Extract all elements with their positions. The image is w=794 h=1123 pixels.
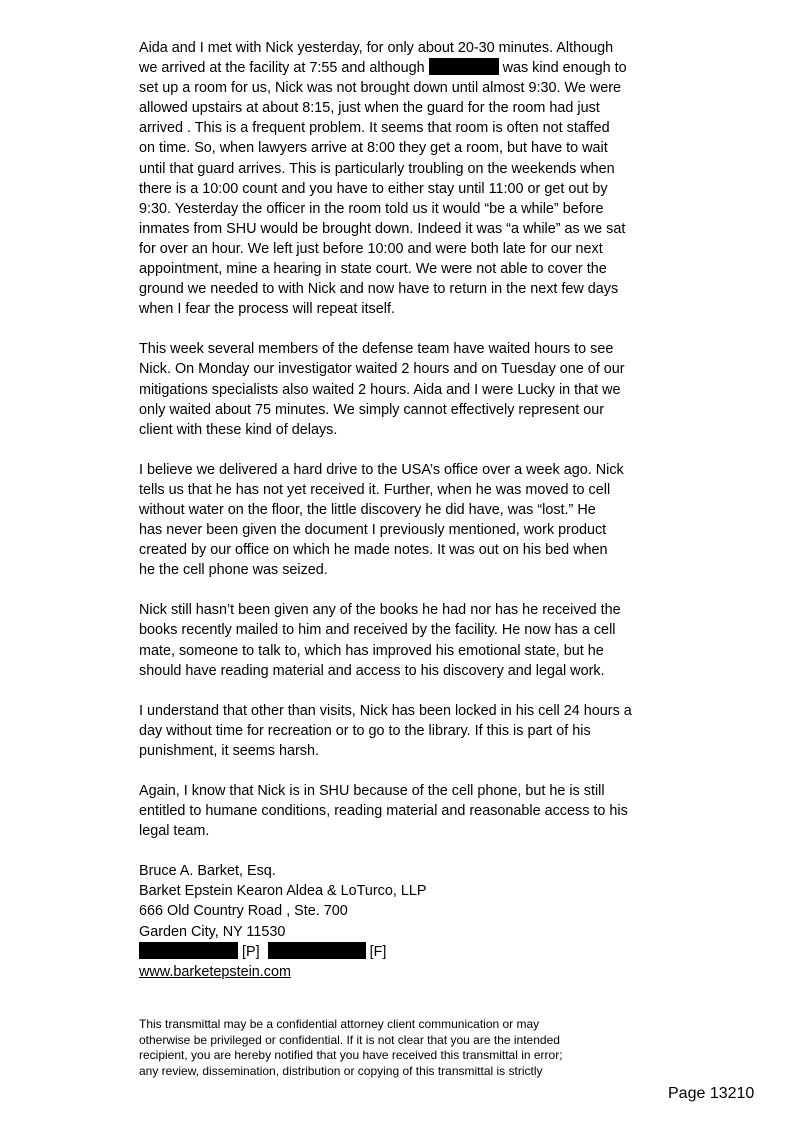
text-line: mate, someone to talk to, which has improved his emotional state, but he (139, 642, 604, 659)
signature-firm: Barket Epstein Kearon Aldea & LoTurco, LLP (139, 883, 427, 900)
paragraph (139, 339, 669, 439)
text-line: for over an hour. We left just before 10:00 and were both late for our next (139, 240, 603, 257)
text-line: I understand that other than visits, Nick has been locked in his cell 24 hours a (139, 702, 632, 719)
text-line: Nick. On Monday our investigator waited 2 hours and on Tuesday one of our (139, 361, 625, 378)
paragraph (139, 781, 669, 841)
website-link[interactable]: www.barketepstein.com (139, 963, 291, 980)
letter-paragraphs (139, 38, 669, 841)
page-number: Page 13210 (668, 1085, 755, 1102)
paragraph (139, 701, 669, 761)
text-line: books recently mailed to him and received by the facility. He now has a cell (139, 622, 616, 639)
text-line: he the cell phone was seized. (139, 562, 328, 579)
text-line: tells us that he has not yet received it. Further, when he was moved to cell (139, 481, 611, 498)
signature-city: Garden City, NY 11530 (139, 923, 286, 940)
text-line: Aida and I met with Nick yesterday, for only about 20-30 minutes. Although (139, 40, 614, 56)
phone-redaction (139, 942, 238, 959)
paragraph (139, 600, 669, 680)
text-line: should have reading material and access to his discovery and legal work. (139, 662, 605, 679)
paragraph (139, 38, 669, 319)
phone-label: [P] (242, 943, 260, 960)
text-line: allowed upstairs at about 8:15, just when the guard for the room had just (139, 100, 600, 117)
text-line: on time. So, when lawyers arrive at 8:00 they get a room, but have to wait (139, 140, 608, 157)
disclaimer-line: otherwise be privileged or confidential. If it is not clear that you are the intended (139, 1032, 560, 1047)
disclaimer-line: recipient, you are hereby notified that you have received this transmittal in error; (139, 1048, 563, 1063)
fax-label: [F] (369, 943, 387, 960)
text-line: only waited about 75 minutes. We simply cannot effectively represent our (139, 401, 605, 418)
text-line: inmates from SHU would be brought down. Indeed it was “a while” as we sat (139, 220, 626, 237)
text-line: entitled to humane conditions, reading material and reasonable access to his (139, 803, 628, 820)
text-line: Nick still hasn’t been given any of the books he had nor has he received the (139, 602, 621, 619)
name-redaction (429, 58, 499, 75)
text-line: created by our office on which he made notes. It was out on his bed when (139, 542, 608, 559)
text-line: client with these kind of delays. (139, 421, 338, 438)
text-line: has never been given the document I previously mentioned, work product (139, 522, 607, 539)
text-segment: we arrived at the facility at 7:55 and although (139, 60, 429, 77)
text-line: This week several members of the defense team have waited hours to see (139, 341, 614, 358)
text-line: set up a room for us, Nick was not brought down until almost 9:30. We were (139, 80, 622, 97)
text-line: arrived . This is a frequent problem. It seems that room is often not staffed (139, 120, 610, 137)
text-line: there is a 10:00 count and you have to either stay until 11:00 or get out by (139, 180, 608, 197)
text-line: ground we needed to with Nick and now have to return in the next few days (139, 281, 619, 298)
paragraph (139, 460, 669, 581)
confidentiality-disclaimer (139, 1017, 659, 1085)
text-line: legal team. (139, 823, 210, 840)
signature-name: Bruce A. Barket, Esq. (139, 863, 276, 880)
text-line: mitigations specialists also waited 2 hours. Aida and I were Lucky in that we (139, 381, 621, 398)
text-line: day without time for recreation or to go to the library. If this is part of his (139, 722, 591, 739)
text-line: appointment, mine a hearing in state court. We were not able to cover the (139, 261, 607, 278)
text-line: until that guard arrives. This is particularly troubling on the weekends when (139, 160, 615, 177)
text-line (139, 58, 669, 78)
signature-address: 666 Old Country Road , Ste. 700 (139, 903, 348, 920)
text-segment: was kind enough to (498, 60, 627, 77)
text-line: I believe we delivered a hard drive to the USA’s office over a week ago. Nick (139, 461, 624, 478)
disclaimer-line: This transmittal may be a confidential attorney client communication or may (139, 1017, 540, 1031)
signature-block (139, 861, 669, 982)
fax-redaction (268, 942, 366, 959)
text-line: Again, I know that Nick is in SHU because of the cell phone, but he is still (139, 783, 605, 799)
signature-phone-fax (139, 942, 669, 962)
letter-body (139, 38, 669, 982)
text-line: punishment, it seems harsh. (139, 742, 319, 759)
disclaimer-line: any review, dissemination, distribution or copying of this transmittal is strictly (139, 1063, 543, 1078)
text-line: 9:30. Yesterday the officer in the room told us it would “be a while” before (139, 200, 604, 217)
text-line: when I fear the process will repeat itself. (139, 301, 395, 318)
text-line: without water on the floor, the little discovery he did have, was “lost.” He (139, 501, 596, 518)
